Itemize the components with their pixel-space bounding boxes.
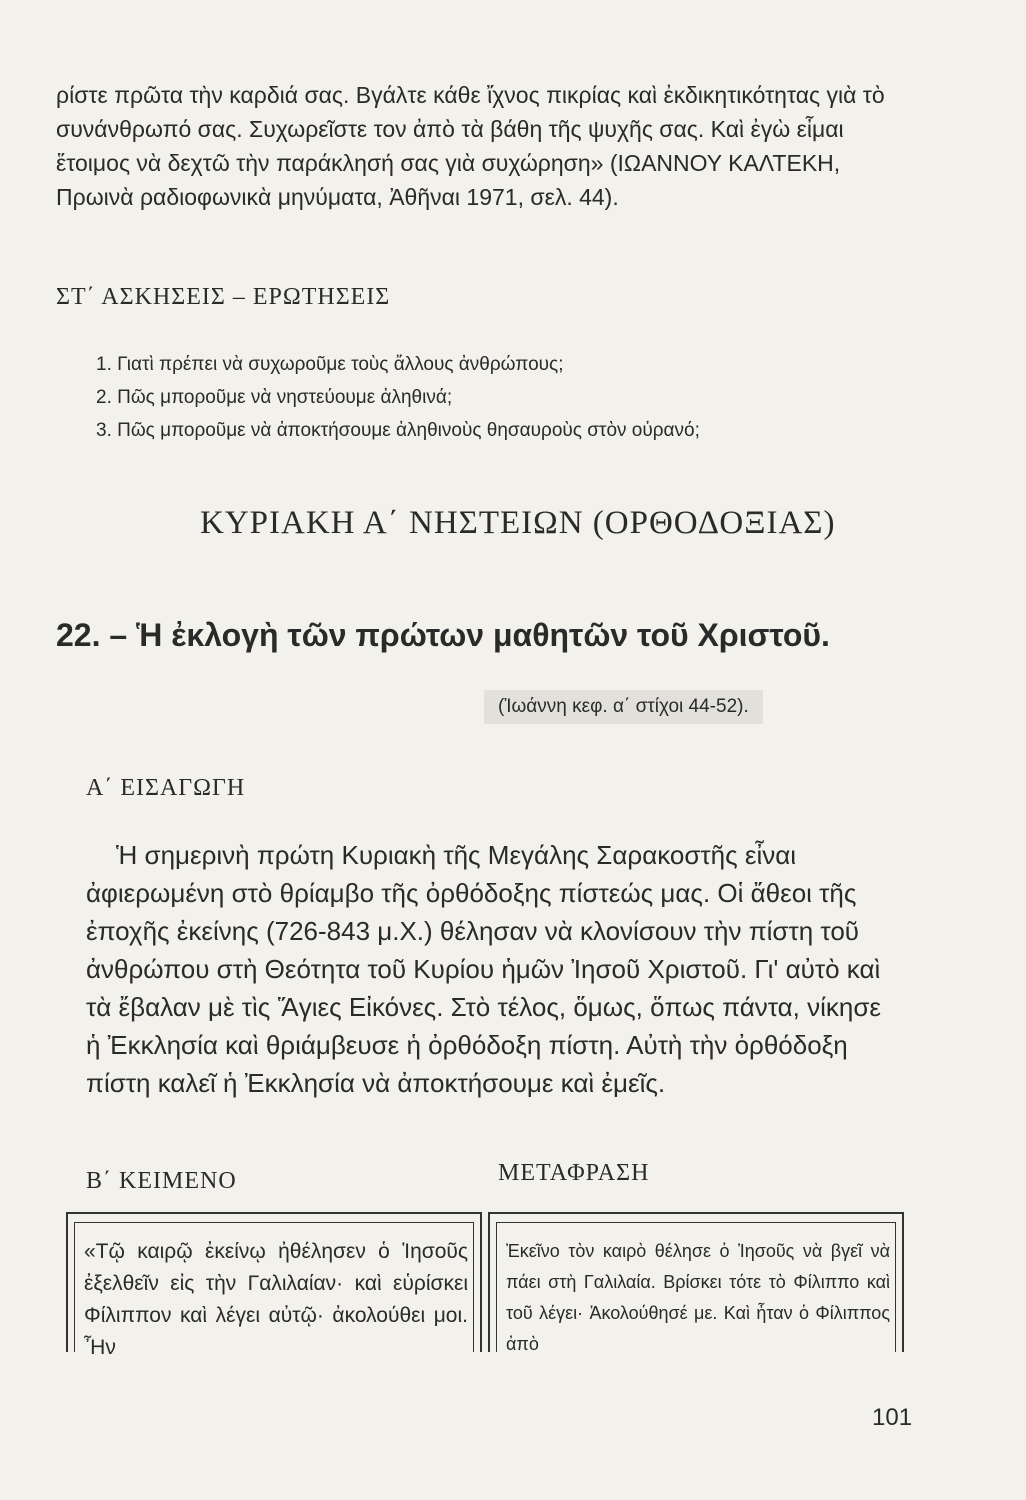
exercises-list (96, 348, 700, 447)
translation-text: Ἐκεῖνο τὸν καιρὸ θέλησε ὁ Ἰησοῦς νὰ βγεῖ νὰ πάει στὴ Γαλιλαία. Βρίσκει τότε τὸ Φίλιππο καὶ τοῦ λέγει· Ἀκολούθησέ με. Καὶ ἦταν ὁ Φίλιππος ἀπὸ (506, 1241, 890, 1354)
exercise-item: 3. Πῶς μποροῦμε νὰ ἀποκτήσουμε ἀληθινοὺς θησαυροὺς στὸν οὐρανό; (96, 420, 700, 441)
translation-text-box (488, 1212, 904, 1352)
intro-paragraph (56, 78, 896, 214)
section-b-heading: Β΄ ΚΕΙΜΕΝΟ (86, 1168, 237, 1194)
lesson-title: 22. – Ἡ ἐκλογὴ τῶν πρώτων μαθητῶν τοῦ Χριστοῦ. (56, 617, 830, 653)
translation-heading: ΜΕΤΑΦΡΑΣΗ (498, 1160, 650, 1186)
section-a-body (86, 836, 898, 1102)
page-number: 101 (872, 1404, 913, 1431)
exercise-item: 2. Πῶς μποροῦμε νὰ νηστεύουμε ἀληθινά; (96, 387, 453, 408)
sunday-title: ΚΥΡΙΑΚΗ Α΄ ΝΗΣΤΕΙΩΝ (ΟΡΘΟΔΟΞΙΑΣ) (200, 505, 836, 541)
exercise-item: 1. Γιατὶ πρέπει νὰ συχωροῦμε τοὺς ἄλλους ἀνθρώπους; (96, 354, 564, 375)
section-a-text: Ἡ σημερινὴ πρώτη Κυριακὴ τῆς Μεγάλης Σαρακοστῆς εἶναι ἀφιερωμένη στὸ θρίαμβο τῆς ὀρθόδοξης πίστεώς μας. Οἱ ἄθεοι τῆς ἐποχῆς ἐκείνης (726-843 μ.Χ.) θέλησαν νὰ κλονίσουν τὴν πίστη τοῦ ἀνθρώπου στὴ Θεότητα τοῦ Κυρίου ἡμῶν Ἰησοῦ Χριστοῦ. Γι' αὐτὸ καὶ τὰ ἔβαλαν μὲ τὶς Ἅγιες Εἰκόνες. Στὸ τέλος, ὅμως, ὅπως πάντα, νίκησε ἡ Ἐκκλησία καὶ θριάμβευσε ἡ ὀρθόδοξη πίστη. Αὐτὴ τὴν ὀρθόδοξη πίστη καλεῖ ἡ Ἐκκλησία νὰ ἀποκτήσουμε καὶ ἐμεῖς. (86, 840, 882, 1098)
intro-paragraph-text: ρίστε πρῶτα τὴν καρδιά σας. Βγάλτε κάθε ἴχνος πικρίας καὶ ἐκδικητικότητας γιὰ τὸ συνάνθρωπό σας. Συχωρεῖστε τον ἀπὸ τὰ βάθη τῆς ψυχῆς σας. Καὶ ἐγὼ εἶμαι ἕτοιμος νὰ δεχτῶ τὴν παράκλησή σας γιὰ συχώρηση» (ΙΩΑΝΝΟΥ ΚΑΛΤΕΚΗ, Πρωινὰ ραδιοφωνικὰ μηνύματα, Ἀθῆναι 1971, σελ. 44). (56, 82, 885, 210)
scripture-reference: (Ἰωάννη κεφ. α΄ στίχοι 44-52). (484, 690, 763, 724)
section-a-heading: Α΄ ΕΙΣΑΓΩΓΗ (86, 775, 246, 801)
original-text-box (66, 1212, 482, 1359)
exercises-heading: ΣΤ΄ ΑΣΚΗΣΕΙΣ – ΕΡΩΤΗΣΕΙΣ (56, 284, 391, 310)
original-text: «Τῷ καιρῷ ἐκείνῳ ἠθέλησεν ὁ Ἰησοῦς ἐξελθεῖν εἰς τὴν Γαλιλαίαν· καὶ εὑρίσκει Φίλιππον καὶ λέγει αὐτῷ· ἀκολούθει μοι. Ἦν (84, 1240, 468, 1359)
